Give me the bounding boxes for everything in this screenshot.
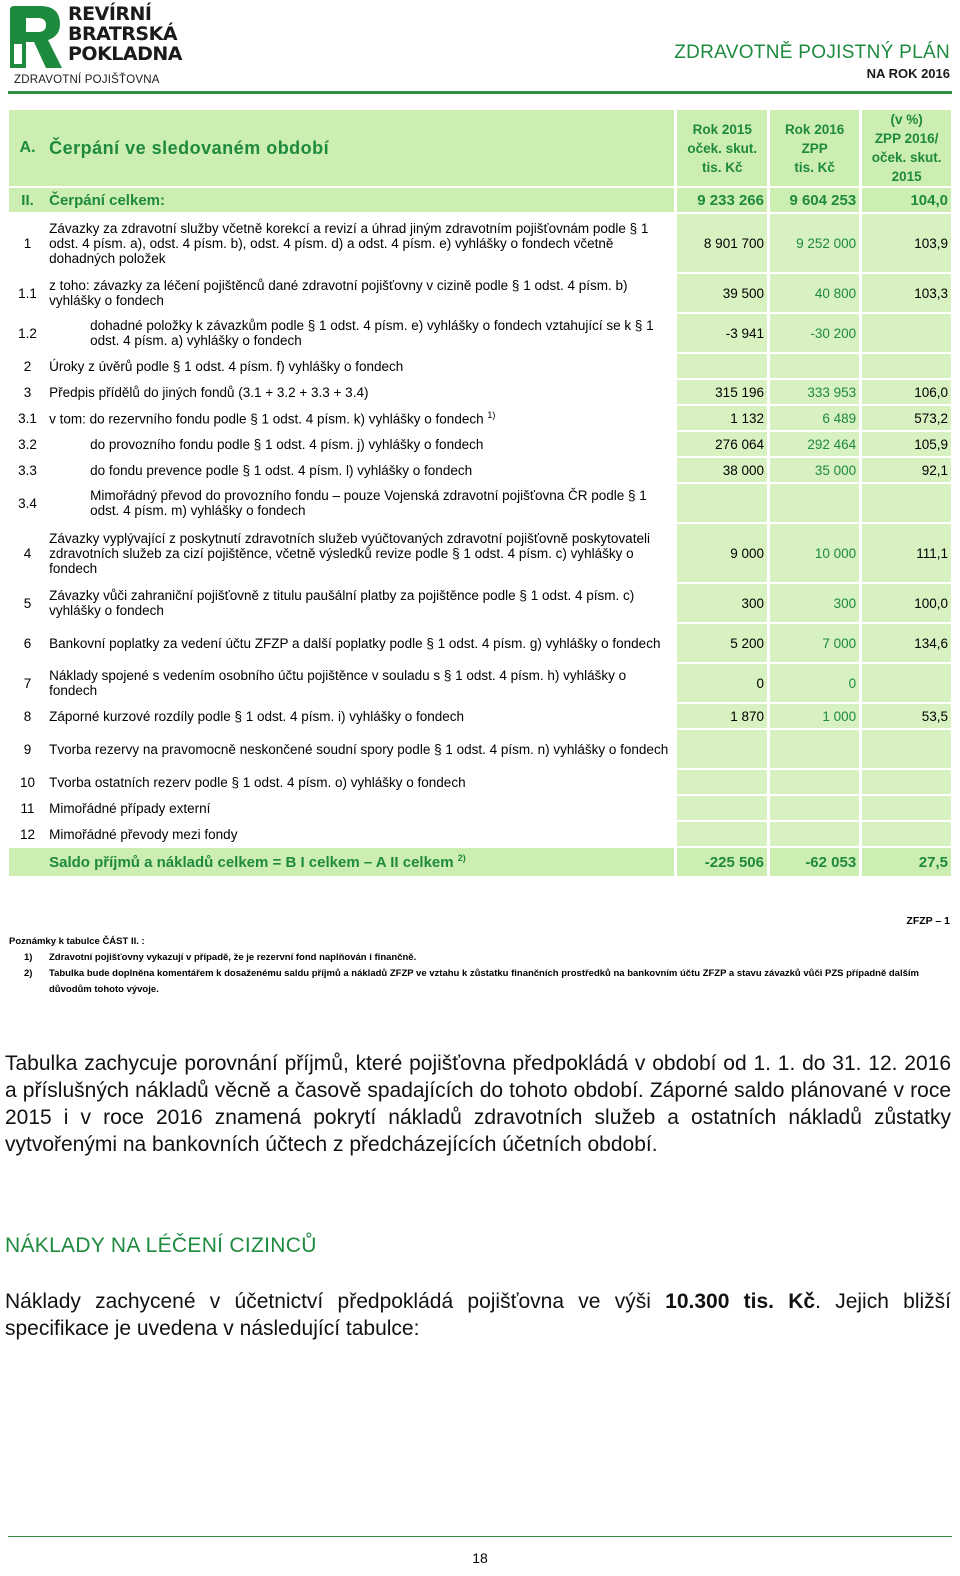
total-2016: 9 604 253 (767, 188, 859, 212)
row-description-text: Závazky za zdravotní služby včetně korekcí a revizí a úhrad jiným zdravotním pojišťovnám podle § 1 odst. 4 písm. a), odst. 4 písm. b), odst. 4 písm. d) a odst. 4 písm. e) vyhlášky o fondech včetně dohadných položek (49, 220, 649, 266)
table-row (9, 730, 951, 768)
table-row (9, 624, 951, 662)
row-description (46, 584, 674, 622)
saldo-percent: 27,5 (859, 848, 951, 876)
row-value-2015: 38 000 (674, 458, 767, 482)
row-number: 3.4 (18, 495, 37, 511)
row-description (46, 770, 674, 794)
row-value-2015 (674, 730, 767, 768)
page-number: 18 (472, 1550, 488, 1566)
table-row (9, 796, 951, 820)
col1-line: Rok 2015 (692, 121, 752, 137)
col-header-2016 (767, 110, 859, 186)
row-number: 9 (23, 741, 32, 757)
row-value-2016 (767, 796, 859, 820)
table-row (9, 524, 951, 582)
table-header-row (9, 110, 951, 186)
footer-rule (8, 1536, 952, 1537)
row-description-text: Tvorba rezervy na pravomocně neskončené soudní spory podle § 1 odst. 4 písm. n) vyhlášky o fondech (49, 741, 669, 757)
section-no: A. (9, 110, 46, 186)
col2-line: ZPP (801, 140, 828, 156)
row-value-2015: -3 941 (674, 314, 767, 352)
row-value-2016: 333 953 (767, 380, 859, 404)
row-description (46, 214, 674, 272)
row-number: 3.2 (18, 436, 37, 452)
row-value-percent: 100,0 (859, 584, 951, 622)
row-description (46, 796, 674, 820)
note-text: Zdravotní pojišťovny vykazují v případě, že je rezervní fond naplňován i finančně. (49, 952, 417, 963)
row-value-percent (859, 770, 951, 794)
row-value-2015: 315 196 (674, 380, 767, 404)
paragraph-costs-pre: Náklady zachycené v účetnictví předpokládá pojišťovna ve výši (5, 1290, 666, 1313)
note-number: 2) (24, 968, 33, 979)
row-description-text: Úroky z úvěrů podle § 1 odst. 4 písm. f) vyhlášky o fondech (49, 358, 404, 374)
row-number: 4 (23, 545, 32, 561)
row-number: 1 (23, 235, 32, 251)
row-value-2016: 6 489 (767, 406, 859, 430)
row-description-text: v tom: do rezervního fondu podle § 1 odst. 4 písm. k) vyhlášky o fondech (49, 411, 484, 427)
row-value-percent: 103,3 (859, 274, 951, 312)
header-rule (8, 91, 952, 94)
table-row (9, 314, 951, 352)
table-row (9, 484, 951, 522)
plan-title-main: ZDRAVOTNĚ POJISTNÝ PLÁN (674, 42, 950, 63)
col-header-2015 (674, 110, 767, 186)
row-value-2015: 1 870 (674, 704, 767, 728)
row-value-2015: 39 500 (674, 274, 767, 312)
row-description (46, 274, 674, 312)
note-number: 1) (24, 952, 33, 963)
table-row (9, 704, 951, 728)
row-value-2016: 300 (767, 584, 859, 622)
table-tag: ZFZP – 1 (906, 915, 950, 927)
row-description (46, 664, 674, 702)
row-value-2015 (674, 770, 767, 794)
row-description-text: Mimořádné převody mezi fondy (49, 826, 238, 842)
row-value-percent (859, 354, 951, 378)
row-value-percent: 573,2 (859, 406, 951, 430)
col1-line: oček. skut. (687, 140, 758, 156)
row-description-text: dohadné položky k závazkům podle § 1 odst. 4 písm. e) vyhlášky o fondech vztahující se k § 1 odst. 4 písm. a) vyhlášky o fondech (90, 318, 654, 348)
saldo-2015: -225 506 (674, 848, 767, 876)
footnote-ref: 2) (457, 853, 466, 863)
col3-line: (v %) (890, 112, 923, 127)
note-item (9, 966, 949, 998)
table-row (9, 822, 951, 846)
total-row (9, 188, 951, 212)
row-value-percent: 103,9 (859, 214, 951, 272)
footnote-ref: 1) (487, 409, 496, 420)
total-2015: 9 233 266 (674, 188, 767, 212)
row-value-2016 (767, 354, 859, 378)
row-value-percent (859, 484, 951, 522)
row-description (46, 432, 674, 456)
plan-title-year: NA ROK 2016 (866, 66, 950, 81)
row-value-percent (859, 822, 951, 846)
row-number: 3 (23, 384, 32, 400)
row-value-percent: 105,9 (859, 432, 951, 456)
row-value-percent: 92,1 (859, 458, 951, 482)
row-value-2015: 5 200 (674, 624, 767, 662)
row-number: 1.2 (18, 325, 37, 341)
row-description-text: Závazky vůči zahraniční pojišťovně z titulu paušální platby za pojištěnce podle § 1 odst. 4 písm. c) vyhlášky o fondech (49, 588, 635, 618)
row-value-percent (859, 314, 951, 352)
row-value-2016 (767, 770, 859, 794)
row-description (46, 624, 674, 662)
logo (6, 3, 182, 90)
row-description (46, 406, 674, 430)
row-value-2015: 276 064 (674, 432, 767, 456)
row-number: 3.1 (18, 410, 37, 426)
row-value-2015: 1 132 (674, 406, 767, 430)
row-description (46, 314, 674, 352)
row-description-text: do fondu prevence podle § 1 odst. 4 písm. l) vyhlášky o fondech (90, 462, 473, 478)
row-value-2015: 8 901 700 (674, 214, 767, 272)
row-value-2016: 0 (767, 664, 859, 702)
table-row (9, 458, 951, 482)
row-value-2016: 10 000 (767, 524, 859, 582)
row-description (46, 354, 674, 378)
row-value-percent (859, 664, 951, 702)
row-description-text: Tvorba ostatních rezerv podle § 1 odst. 4 písm. o) vyhlášky o fondech (49, 774, 466, 790)
row-number: 10 (20, 774, 36, 790)
row-description (46, 704, 674, 728)
row-number: 7 (23, 675, 32, 691)
row-value-percent: 134,6 (859, 624, 951, 662)
col3-line: oček. skut. (871, 150, 942, 165)
row-value-2016: 7 000 (767, 624, 859, 662)
row-number: 8 (23, 708, 32, 724)
table-row (9, 214, 951, 272)
table-row (9, 770, 951, 794)
col2-line: tis. Kč (794, 159, 835, 175)
row-value-percent: 106,0 (859, 380, 951, 404)
row-number: 5 (23, 595, 32, 611)
row-description-text: Záporné kurzové rozdíly podle § 1 odst. 4 písm. i) vyhlášky o fondech (49, 708, 465, 724)
row-value-percent (859, 730, 951, 768)
row-value-2015: 300 (674, 584, 767, 622)
row-description-text: Náklady spojené s vedením osobního účtu pojištěnce v souladu s § 1 odst. 4 písm. h) vyhlášky o fondech (49, 668, 627, 698)
row-number: 2 (23, 358, 32, 374)
plan-title (674, 42, 950, 81)
row-value-2016: 35 000 (767, 458, 859, 482)
table-row (9, 664, 951, 702)
row-description-text: z toho: závazky za léčení pojištěnců dané zdravotní pojišťovny v cizině podle § 1 odst. 4 písm. b) vyhlášky o fondech (49, 278, 628, 308)
note-item (9, 950, 949, 966)
table-row (9, 274, 951, 312)
row-number: 12 (20, 826, 36, 842)
logo-line-3: POKLADNA (68, 43, 182, 65)
col3-line: ZPP 2016/ (874, 131, 939, 146)
row-description-text: Závazky vyplývající z poskytnutí zdravotních služeb vyúčtovaných zdravotní pojišťovně poskytovateli zdravotních služeb za cizí pojištěnce, včetně výsledků revize podle § 1 odst. 4 písm. c) vyhlášky o fondech (49, 530, 650, 576)
paragraph-costs-post: . Jejich bližší specifikace je uvedena v následující tabulce: (5, 1290, 951, 1340)
logo-line-1: REVÍRNÍ (68, 3, 152, 25)
page-header (0, 0, 960, 100)
row-value-2016 (767, 822, 859, 846)
table-row (9, 584, 951, 622)
row-description (46, 458, 674, 482)
row-description-text: Předpis přídělů do jiných fondů (3.1 + 3.2 + 3.3 + 3.4) (49, 384, 369, 400)
row-value-2016: -30 200 (767, 314, 859, 352)
row-value-2016: 1 000 (767, 704, 859, 728)
row-number: 11 (20, 800, 35, 816)
table-notes (9, 934, 949, 998)
row-number: 1.1 (18, 285, 37, 301)
row-value-percent (859, 796, 951, 820)
row-value-2015 (674, 822, 767, 846)
row-value-percent: 53,5 (859, 704, 951, 728)
row-value-2016 (767, 730, 859, 768)
logo-subtitle: ZDRAVOTNÍ POJIŠŤOVNA (14, 74, 160, 86)
section-title: Čerpání ve sledovaném období (46, 110, 674, 186)
row-value-2015 (674, 796, 767, 820)
row-description-text: Mimořádný převod do provozního fondu – pouze Vojenská zdravotní pojišťovna ČR podle § 1 odst. 4 písm. m) vyhlášky o fondech (90, 488, 647, 518)
col2-line: Rok 2016 (784, 121, 845, 137)
row-description (46, 730, 674, 768)
logo-line-2: BRATRSKÁ (68, 23, 178, 45)
row-value-2015 (674, 354, 767, 378)
row-value-2015: 0 (674, 664, 767, 702)
saldo-no (9, 848, 46, 876)
row-number: 6 (23, 635, 32, 651)
note-text: Tabulka bude doplněna komentářem k dosaženému saldu příjmů a nákladů ZFZP ve vztahu k zůstatku finančních prostředků na bankovním účtu ZFZP a stavu závazků vůči PZS případně dalším důvodům tohoto vývoje. (49, 968, 919, 995)
table-row (9, 432, 951, 456)
row-description (46, 380, 674, 404)
paragraph-summary: Tabulka zachycuje porovnání příjmů, které pojišťovna předpokládá v období od 1. 1. do 31. 12. 2016 a příslušných nákladů věcně a časově spadajících do tohoto období. Záporné saldo plánované v roce 2015 i v roce 2016 znamená pokrytí nákladů zdravotních služeb a ostatních nákladů zůstatky vytvořenými na bankovních účtech z předcházejících účetních období. (5, 1052, 951, 1156)
section-heading: NÁKLADY NA LÉČENÍ CIZINCŮ (5, 1234, 317, 1257)
table-row (9, 380, 951, 404)
saldo-label: Saldo příjmů a nákladů celkem = B I celkem – A II celkem (49, 854, 454, 871)
row-value-percent: 111,1 (859, 524, 951, 582)
col1-line: tis. Kč (701, 159, 743, 175)
logo-mark-icon (6, 4, 64, 70)
saldo-row (9, 848, 951, 876)
expenses-table (9, 108, 951, 878)
row-description (46, 484, 674, 522)
col-header-percent (859, 110, 951, 186)
row-value-2015 (674, 484, 767, 522)
saldo-label-cell (46, 848, 674, 876)
paragraph-costs (5, 1288, 951, 1342)
row-value-2016 (767, 484, 859, 522)
row-description (46, 524, 674, 582)
notes-title: Poznámky k tabulce ČÁST II. : (9, 936, 145, 947)
row-description-text: Mimořádné případy externí (49, 800, 211, 816)
total-no: II. (9, 188, 46, 212)
row-value-2015: 9 000 (674, 524, 767, 582)
saldo-2016: -62 053 (767, 848, 859, 876)
total-label: Čerpání celkem: (46, 188, 674, 212)
col3-line: 2015 (891, 169, 922, 184)
row-value-2016: 292 464 (767, 432, 859, 456)
row-description-text: Bankovní poplatky za vedení účtu ZFZP a další poplatky podle § 1 odst. 4 písm. g) vyhlášky o fondech (49, 635, 661, 651)
row-number: 3.3 (18, 462, 37, 478)
paragraph-costs-amount: 10.300 tis. Kč (665, 1290, 816, 1313)
row-description (46, 822, 674, 846)
logo-text (68, 4, 182, 64)
table-row (9, 354, 951, 378)
row-value-2016: 40 800 (767, 274, 859, 312)
row-value-2016: 9 252 000 (767, 214, 859, 272)
table-row (9, 406, 951, 430)
total-percent: 104,0 (859, 188, 951, 212)
row-description-text: do provozního fondu podle § 1 odst. 4 písm. j) vyhlášky o fondech (90, 436, 484, 452)
